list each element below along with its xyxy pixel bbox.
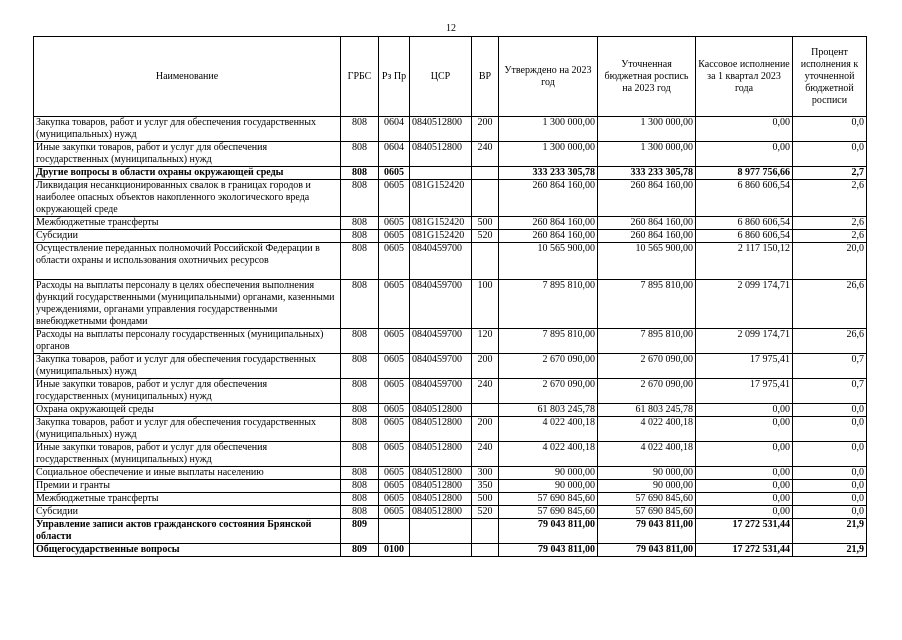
table-row — [34, 442, 867, 467]
cell-refined: 57 690 845,60 — [598, 506, 696, 519]
cell-refined: 7 895 810,00 — [598, 280, 696, 329]
cell-rzpr: 0605 — [379, 217, 410, 230]
cell-percent: 2,6 — [793, 230, 867, 243]
cell-cash: 0,00 — [696, 417, 793, 442]
cell-name: Премии и гранты — [34, 480, 341, 493]
table-row — [34, 142, 867, 167]
cell-vr: 520 — [472, 506, 499, 519]
cell-grbs: 808 — [341, 442, 379, 467]
cell-refined: 1 300 000,00 — [598, 142, 696, 167]
cell-approved: 7 895 810,00 — [499, 280, 598, 329]
cell-cash: 2 099 174,71 — [696, 329, 793, 354]
cell-refined: 79 043 811,00 — [598, 544, 696, 557]
table-row — [34, 354, 867, 379]
cell-csr: 0840459700 — [410, 280, 472, 329]
cell-approved: 57 690 845,60 — [499, 493, 598, 506]
cell-vr: 240 — [472, 142, 499, 167]
cell-refined: 333 233 305,78 — [598, 167, 696, 180]
cell-approved: 79 043 811,00 — [499, 544, 598, 557]
cell-vr — [472, 167, 499, 180]
cell-rzpr: 0605 — [379, 480, 410, 493]
cell-cash: 8 977 756,66 — [696, 167, 793, 180]
cell-csr: 0840459700 — [410, 243, 472, 280]
cell-vr — [472, 243, 499, 280]
cell-name: Межбюджетные трансферты — [34, 217, 341, 230]
cell-percent: 0,0 — [793, 480, 867, 493]
cell-vr: 500 — [472, 493, 499, 506]
cell-rzpr: 0605 — [379, 417, 410, 442]
cell-cash: 0,00 — [696, 506, 793, 519]
cell-rzpr: 0605 — [379, 493, 410, 506]
cell-approved: 7 895 810,00 — [499, 329, 598, 354]
cell-csr: 0840459700 — [410, 379, 472, 404]
cell-percent: 0,0 — [793, 442, 867, 467]
cell-name: Иные закупки товаров, работ и услуг для обеспечения государственных (муниципальных) нужд — [34, 142, 341, 167]
cell-name: Общегосударственные вопросы — [34, 544, 341, 557]
cell-vr: 240 — [472, 379, 499, 404]
cell-vr: 120 — [472, 329, 499, 354]
cell-rzpr: 0604 — [379, 142, 410, 167]
cell-percent: 0,0 — [793, 142, 867, 167]
cell-refined: 2 670 090,00 — [598, 379, 696, 404]
cell-name: Управление записи актов гражданского состояния Брянской области — [34, 519, 341, 544]
cell-approved: 1 300 000,00 — [499, 142, 598, 167]
cell-grbs: 808 — [341, 506, 379, 519]
cell-vr: 300 — [472, 467, 499, 480]
table-body — [34, 117, 867, 557]
cell-csr — [410, 167, 472, 180]
cell-cash: 0,00 — [696, 404, 793, 417]
cell-grbs: 808 — [341, 467, 379, 480]
cell-percent: 20,0 — [793, 243, 867, 280]
page-number: 12 — [446, 23, 456, 34]
cell-grbs: 809 — [341, 519, 379, 544]
cell-cash: 6 860 606,54 — [696, 180, 793, 217]
cell-refined: 260 864 160,00 — [598, 180, 696, 217]
cell-grbs: 808 — [341, 180, 379, 217]
table-row — [34, 329, 867, 354]
cell-rzpr: 0605 — [379, 506, 410, 519]
table-row — [34, 506, 867, 519]
table-header-row — [34, 37, 867, 117]
cell-name: Другие вопросы в области охраны окружающей среды — [34, 167, 341, 180]
cell-vr — [472, 519, 499, 544]
cell-vr — [472, 404, 499, 417]
cell-cash: 17 272 531,44 — [696, 519, 793, 544]
cell-name: Закупка товаров, работ и услуг для обеспечения государственных (муниципальных) нужд — [34, 117, 341, 142]
cell-name: Закупка товаров, работ и услуг для обеспечения государственных (муниципальных) нужд — [34, 417, 341, 442]
cell-rzpr: 0605 — [379, 243, 410, 280]
table-row — [34, 379, 867, 404]
cell-refined: 260 864 160,00 — [598, 217, 696, 230]
cell-grbs: 808 — [341, 329, 379, 354]
table-row — [34, 117, 867, 142]
cell-percent: 2,6 — [793, 217, 867, 230]
cell-approved: 79 043 811,00 — [499, 519, 598, 544]
cell-grbs: 808 — [341, 217, 379, 230]
table-row — [34, 519, 867, 544]
cell-cash: 0,00 — [696, 493, 793, 506]
cell-vr: 520 — [472, 230, 499, 243]
cell-refined: 57 690 845,60 — [598, 493, 696, 506]
cell-csr: 081G152420 — [410, 180, 472, 217]
cell-approved: 260 864 160,00 — [499, 230, 598, 243]
cell-cash: 0,00 — [696, 142, 793, 167]
cell-vr — [472, 180, 499, 217]
cell-grbs: 808 — [341, 117, 379, 142]
cell-approved: 57 690 845,60 — [499, 506, 598, 519]
table-row — [34, 180, 867, 217]
cell-percent: 0,0 — [793, 467, 867, 480]
cell-vr: 200 — [472, 117, 499, 142]
cell-vr: 500 — [472, 217, 499, 230]
cell-cash: 2 099 174,71 — [696, 280, 793, 329]
cell-grbs: 808 — [341, 354, 379, 379]
cell-grbs: 808 — [341, 480, 379, 493]
cell-approved: 10 565 900,00 — [499, 243, 598, 280]
header-vr: ВР — [472, 37, 499, 117]
cell-csr: 0840459700 — [410, 354, 472, 379]
cell-cash: 0,00 — [696, 117, 793, 142]
cell-cash: 0,00 — [696, 467, 793, 480]
table-row — [34, 167, 867, 180]
cell-rzpr: 0605 — [379, 442, 410, 467]
cell-cash: 6 860 606,54 — [696, 217, 793, 230]
cell-percent: 21,9 — [793, 519, 867, 544]
cell-csr: 0840512800 — [410, 404, 472, 417]
cell-name: Расходы на выплаты персоналу государственных (муниципальных) органов — [34, 329, 341, 354]
cell-cash: 2 117 150,12 — [696, 243, 793, 280]
cell-percent: 2,6 — [793, 180, 867, 217]
cell-rzpr — [379, 519, 410, 544]
cell-cash: 17 272 531,44 — [696, 544, 793, 557]
cell-approved: 61 803 245,78 — [499, 404, 598, 417]
cell-rzpr: 0605 — [379, 180, 410, 217]
table-row — [34, 467, 867, 480]
cell-vr: 200 — [472, 417, 499, 442]
cell-grbs: 808 — [341, 230, 379, 243]
cell-approved: 260 864 160,00 — [499, 180, 598, 217]
cell-grbs: 808 — [341, 280, 379, 329]
cell-csr: 0840459700 — [410, 329, 472, 354]
cell-approved: 2 670 090,00 — [499, 379, 598, 404]
cell-grbs: 809 — [341, 544, 379, 557]
header-csr: ЦСР — [410, 37, 472, 117]
cell-percent: 21,9 — [793, 544, 867, 557]
cell-rzpr: 0605 — [379, 230, 410, 243]
cell-rzpr: 0605 — [379, 329, 410, 354]
cell-approved: 4 022 400,18 — [499, 442, 598, 467]
cell-csr — [410, 544, 472, 557]
cell-rzpr: 0100 — [379, 544, 410, 557]
cell-grbs: 808 — [341, 417, 379, 442]
cell-rzpr: 0605 — [379, 167, 410, 180]
cell-percent: 0,0 — [793, 417, 867, 442]
cell-refined: 260 864 160,00 — [598, 230, 696, 243]
cell-cash: 0,00 — [696, 480, 793, 493]
cell-percent: 0,0 — [793, 506, 867, 519]
cell-name: Закупка товаров, работ и услуг для обеспечения государственных (муниципальных) нужд — [34, 354, 341, 379]
cell-approved: 1 300 000,00 — [499, 117, 598, 142]
table-row — [34, 217, 867, 230]
header-approved: Утверждено на 2023 год — [499, 37, 598, 117]
cell-approved: 333 233 305,78 — [499, 167, 598, 180]
cell-percent: 0,7 — [793, 379, 867, 404]
cell-grbs: 808 — [341, 404, 379, 417]
cell-rzpr: 0604 — [379, 117, 410, 142]
cell-name: Иные закупки товаров, работ и услуг для обеспечения государственных (муниципальных) нужд — [34, 379, 341, 404]
cell-vr: 200 — [472, 354, 499, 379]
cell-name: Осуществление переданных полномочий Российской Федерации в области охраны и использования охотничьих ресурсов — [34, 243, 341, 280]
table-row — [34, 480, 867, 493]
table-row — [34, 404, 867, 417]
cell-name: Расходы на выплаты персоналу в целях обеспечения выполнения функций государственными (муниципальными) органами, казенными учреждениями, органами управления государственными внебюджетными фондами — [34, 280, 341, 329]
header-name: Наименование — [34, 37, 341, 117]
header-rzpr: Рз Пр — [379, 37, 410, 117]
cell-name: Иные закупки товаров, работ и услуг для обеспечения государственных (муниципальных) нужд — [34, 442, 341, 467]
cell-rzpr: 0605 — [379, 280, 410, 329]
header-grbs: ГРБС — [341, 37, 379, 117]
cell-name: Социальное обеспечение и иные выплаты населению — [34, 467, 341, 480]
budget-table — [33, 36, 867, 557]
cell-refined: 90 000,00 — [598, 480, 696, 493]
cell-csr: 081G152420 — [410, 230, 472, 243]
cell-grbs: 808 — [341, 243, 379, 280]
cell-cash: 0,00 — [696, 442, 793, 467]
cell-csr: 0840512800 — [410, 480, 472, 493]
cell-percent: 0,0 — [793, 404, 867, 417]
cell-rzpr: 0605 — [379, 354, 410, 379]
cell-csr — [410, 519, 472, 544]
cell-grbs: 808 — [341, 379, 379, 404]
cell-percent: 0,7 — [793, 354, 867, 379]
cell-percent: 26,6 — [793, 280, 867, 329]
cell-approved: 2 670 090,00 — [499, 354, 598, 379]
cell-name: Субсидии — [34, 506, 341, 519]
cell-name: Охрана окружающей среды — [34, 404, 341, 417]
cell-csr: 081G152420 — [410, 217, 472, 230]
table-row — [34, 493, 867, 506]
header-percent: Процент исполнения к уточненной бюджетной росписи — [793, 37, 867, 117]
cell-refined: 61 803 245,78 — [598, 404, 696, 417]
header-cash: Кассовое исполнение за 1 квартал 2023 года — [696, 37, 793, 117]
cell-rzpr: 0605 — [379, 379, 410, 404]
table-row — [34, 280, 867, 329]
cell-vr: 350 — [472, 480, 499, 493]
cell-csr: 0840512800 — [410, 506, 472, 519]
cell-refined: 7 895 810,00 — [598, 329, 696, 354]
cell-grbs: 808 — [341, 167, 379, 180]
cell-approved: 4 022 400,18 — [499, 417, 598, 442]
cell-refined: 90 000,00 — [598, 467, 696, 480]
table-row — [34, 230, 867, 243]
cell-name: Субсидии — [34, 230, 341, 243]
cell-csr: 0840512800 — [410, 142, 472, 167]
cell-percent: 26,6 — [793, 329, 867, 354]
cell-rzpr: 0605 — [379, 467, 410, 480]
cell-csr: 0840512800 — [410, 467, 472, 480]
cell-refined: 79 043 811,00 — [598, 519, 696, 544]
cell-rzpr: 0605 — [379, 404, 410, 417]
cell-grbs: 808 — [341, 142, 379, 167]
table-row — [34, 544, 867, 557]
cell-approved: 90 000,00 — [499, 480, 598, 493]
cell-cash: 17 975,41 — [696, 354, 793, 379]
cell-refined: 10 565 900,00 — [598, 243, 696, 280]
cell-cash: 17 975,41 — [696, 379, 793, 404]
cell-percent: 0,0 — [793, 117, 867, 142]
cell-refined: 2 670 090,00 — [598, 354, 696, 379]
cell-csr: 0840512800 — [410, 493, 472, 506]
cell-approved: 90 000,00 — [499, 467, 598, 480]
cell-refined: 4 022 400,18 — [598, 442, 696, 467]
cell-name: Межбюджетные трансферты — [34, 493, 341, 506]
cell-csr: 0840512800 — [410, 117, 472, 142]
cell-cash: 6 860 606,54 — [696, 230, 793, 243]
cell-refined: 4 022 400,18 — [598, 417, 696, 442]
cell-vr: 240 — [472, 442, 499, 467]
cell-csr: 0840512800 — [410, 442, 472, 467]
cell-percent: 2,7 — [793, 167, 867, 180]
header-refined: Уточненная бюджетная роспись на 2023 год — [598, 37, 696, 117]
cell-grbs: 808 — [341, 493, 379, 506]
cell-refined: 1 300 000,00 — [598, 117, 696, 142]
cell-percent: 0,0 — [793, 493, 867, 506]
table-row — [34, 417, 867, 442]
cell-csr: 0840512800 — [410, 417, 472, 442]
table-row — [34, 243, 867, 280]
cell-approved: 260 864 160,00 — [499, 217, 598, 230]
cell-vr: 100 — [472, 280, 499, 329]
cell-vr — [472, 544, 499, 557]
cell-name: Ликвидация несанкционированных свалок в границах городов и наиболее опасных объектов накопленного экологического вреда окружающей среде — [34, 180, 341, 217]
